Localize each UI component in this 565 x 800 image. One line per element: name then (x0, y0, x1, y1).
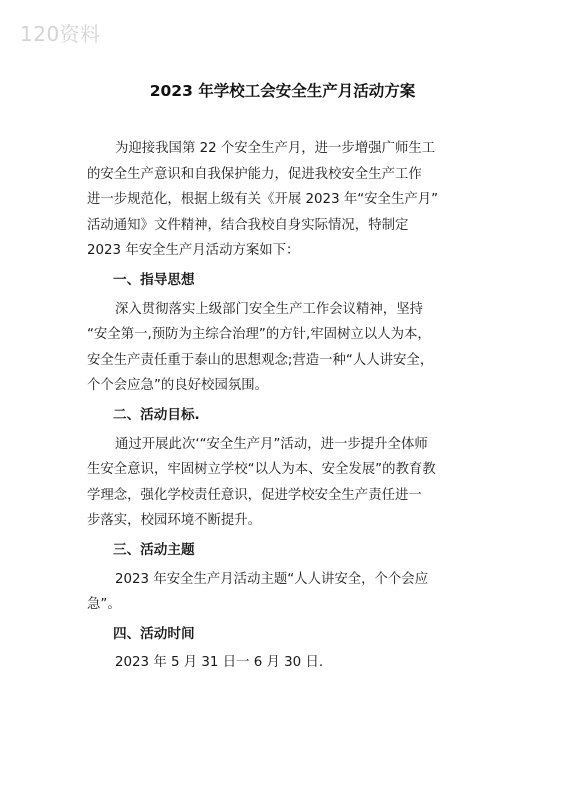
document-body (87, 136, 490, 676)
section-paragraph-activity-time (115, 650, 490, 676)
paragraph-line: 深入贯彻落实上级部门安全生产工作会议精神，坚持 (115, 301, 423, 317)
section-heading-activity-time: 四、活动时间 (113, 625, 195, 642)
watermark-logo: 120资料 (20, 22, 101, 46)
intro-line: 活动通知》文件精神，结合我校自身实际情况，特制定 (87, 217, 409, 233)
section-paragraph-activity-theme (87, 567, 490, 618)
section-heading-activity-theme: 三、活动主题 (113, 541, 195, 558)
paragraph-line: “安全第一,预防为主综合治理”的方针,牢固树立以人为本， (87, 327, 431, 343)
intro-line: 的安全生产意识和自我保护能力，促进我校安全生产工作 (87, 166, 422, 182)
paragraph-line: 生安全意识，牢固树立学校“以人为本、安全发展”的教育教 (87, 462, 436, 478)
paragraph-line: 步落实，校园环境不断提升。 (87, 513, 262, 529)
intro-paragraph (87, 136, 490, 264)
paragraph-line: 通过开展此次‘“安全生产月”活动，进一步提升全体师 (115, 436, 428, 452)
paragraph-line: 2023 年 5 月 31 日一 6 月 30 日. (115, 655, 324, 671)
section-heading-guiding-ideology: 一、指导思想 (113, 271, 195, 288)
paragraph-line: 学理念，强化学校责任意识，促进学校安全生产责任进一 (87, 487, 422, 503)
intro-line: 为迎接我国第 22 个安全生产月，进一步增强广师生工 (115, 141, 436, 156)
paragraph-line: 个个会应急”的良好校园氛围。 (87, 378, 269, 394)
paragraph-line: 急”。 (87, 597, 121, 613)
paragraph-line: 安全生产责任重于泰山的思想观念;营造一种“人人讲安全， (87, 352, 434, 368)
intro-line: 2023 年安全生产月活动方案如下： (87, 243, 300, 259)
document-title: 2023 年学校工会安全生产月活动方案 (149, 82, 416, 100)
section-heading-activity-goals: 二、活动目标. (113, 406, 200, 423)
section-paragraph-guiding-ideology (87, 297, 490, 399)
paragraph-line: 2023 年安全生产月活动主题“人人讲安全，个个会应 (115, 571, 429, 587)
section-paragraph-activity-goals (87, 432, 490, 534)
intro-line: 进一步规范化，根据上级有关《开展 2023 年“安全生产月” (87, 192, 439, 208)
